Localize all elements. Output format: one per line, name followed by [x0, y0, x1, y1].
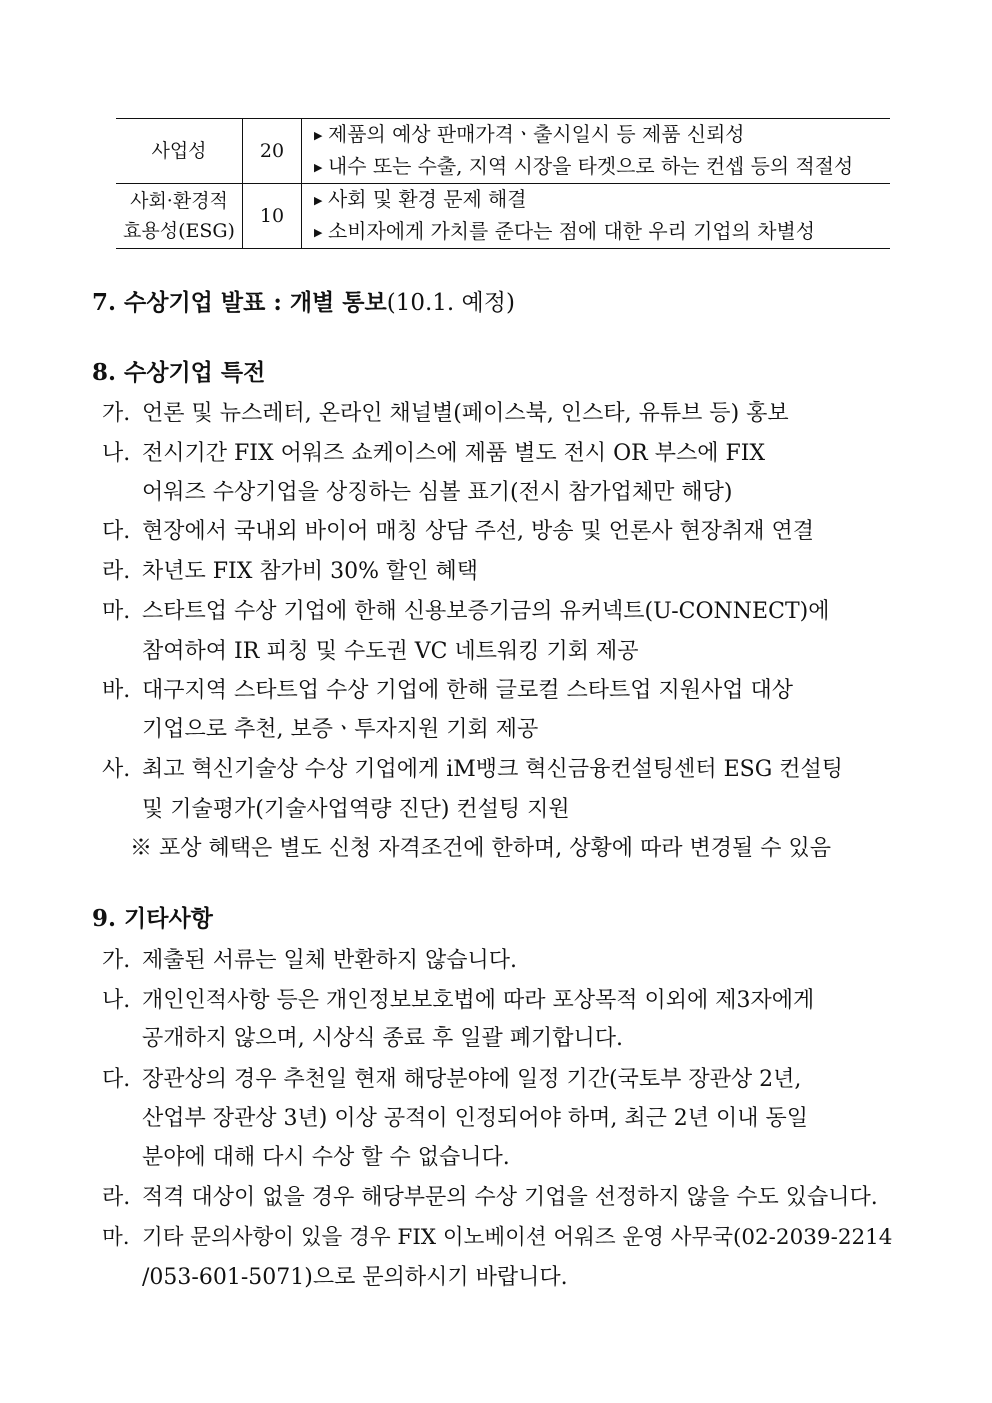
list-item-continuation: 참여하여 IR 피칭 및 수도권 VC 네트워킹 기회 제공 — [142, 639, 639, 664]
list-item-continuation: 산업부 장관상 3년) 이상 공적이 인정되어야 하며, 최근 2년 이내 동일 — [142, 1106, 809, 1131]
list-item: 다. 장관상의 경우 추천일 현재 해당분야에 일정 기간(국토부 장관상 2년, — [102, 1067, 802, 1092]
triangle-bullet-icon: ▶ — [314, 161, 323, 174]
list-item: 라. 차년도 FIX 참가비 30% 할인 혜택 — [102, 559, 479, 584]
list-item: 나. 전시기간 FIX 어워즈 쇼케이스에 제품 별도 전시 OR 부스에 FIX — [102, 441, 766, 466]
evaluation-table — [116, 118, 890, 249]
list-item: 마. 기타 문의사항이 있을 경우 FIX 이노베이션 어워즈 운영 사무국(02-2039-2214 — [102, 1225, 893, 1250]
section-9-heading: 9. 기타사항 — [92, 905, 213, 932]
list-item: 사. 최고 혁신기술상 수상 기업에게 iM뱅크 혁신금융컨설팅센터 ESG 컨설팅 — [102, 757, 844, 782]
section-7-heading: 7. 수상기업 발표 : 개별 통보(10.1. 예정) — [92, 289, 515, 316]
benefit-note: ※ 포상 혜택은 별도 신청 자격조건에 한하며, 상황에 따라 변경될 수 있음 — [130, 836, 831, 861]
list-item: 마. 스타트업 수상 기업에 한해 신용보증기금의 유커넥트(U-CONNECT)에 — [102, 599, 830, 624]
table-row — [116, 184, 890, 249]
list-item-continuation: /053-601-5071)으로 문의하시기 바랍니다. — [142, 1265, 568, 1290]
criterion-description: ▶ 사회 및 환경 문제 해결 ▶ 소비자에게 가치를 준다는 점에 대한 우리 기업의 차별성 — [302, 184, 891, 249]
list-item: 가. 제출된 서류는 일체 반환하지 않습니다. — [102, 948, 517, 973]
triangle-bullet-icon: ▶ — [314, 129, 323, 142]
criterion-score: 10 — [243, 184, 302, 249]
list-item: 나. 개인인적사항 등은 개인정보보호법에 따라 포상목적 이외에 제3자에게 — [102, 988, 815, 1013]
announcement-date: (10.1. 예정) — [386, 290, 515, 316]
list-item-continuation: 어워즈 수상기업을 상징하는 심볼 표기(전시 참가업체만 해당) — [142, 480, 733, 505]
criterion-score: 20 — [243, 119, 302, 184]
table-row — [116, 119, 890, 184]
criterion-name: 사회·환경적 효용성(ESG) — [116, 184, 243, 249]
list-item: 바. 대구지역 스타트업 수상 기업에 한해 글로컬 스타트업 지원사업 대상 — [102, 678, 794, 703]
list-item: 라. 적격 대상이 없을 경우 해당부문의 수상 기업을 선정하지 않을 수도 있습니다. — [102, 1185, 878, 1210]
list-item-continuation: 분야에 대해 다시 수상 할 수 없습니다. — [142, 1145, 510, 1170]
list-item-continuation: 기업으로 추천, 보증ㆍ투자지원 기회 제공 — [142, 717, 539, 742]
triangle-bullet-icon: ▶ — [314, 194, 323, 207]
criterion-description: ▶ 제품의 예상 판매가격ㆍ출시일시 등 제품 신뢰성 ▶ 내수 또는 수출, 지역 시장을 타겟으로 하는 컨셉 등의 적절성 — [302, 119, 891, 184]
list-item-continuation: 공개하지 않으며, 시상식 종료 후 일괄 폐기합니다. — [142, 1026, 623, 1051]
list-item: 다. 현장에서 국내외 바이어 매칭 상담 주선, 방송 및 언론사 현장취재 연결 — [102, 519, 814, 544]
criterion-name: 사업성 — [116, 119, 243, 184]
section-8-heading: 8. 수상기업 특전 — [92, 359, 266, 386]
triangle-bullet-icon: ▶ — [314, 226, 323, 239]
list-item-continuation: 및 기술평가(기술사업역량 진단) 컨설팅 지원 — [142, 797, 570, 822]
list-item: 가. 언론 및 뉴스레터, 온라인 채널별(페이스북, 인스타, 유튜브 등) 홍보 — [102, 401, 789, 426]
